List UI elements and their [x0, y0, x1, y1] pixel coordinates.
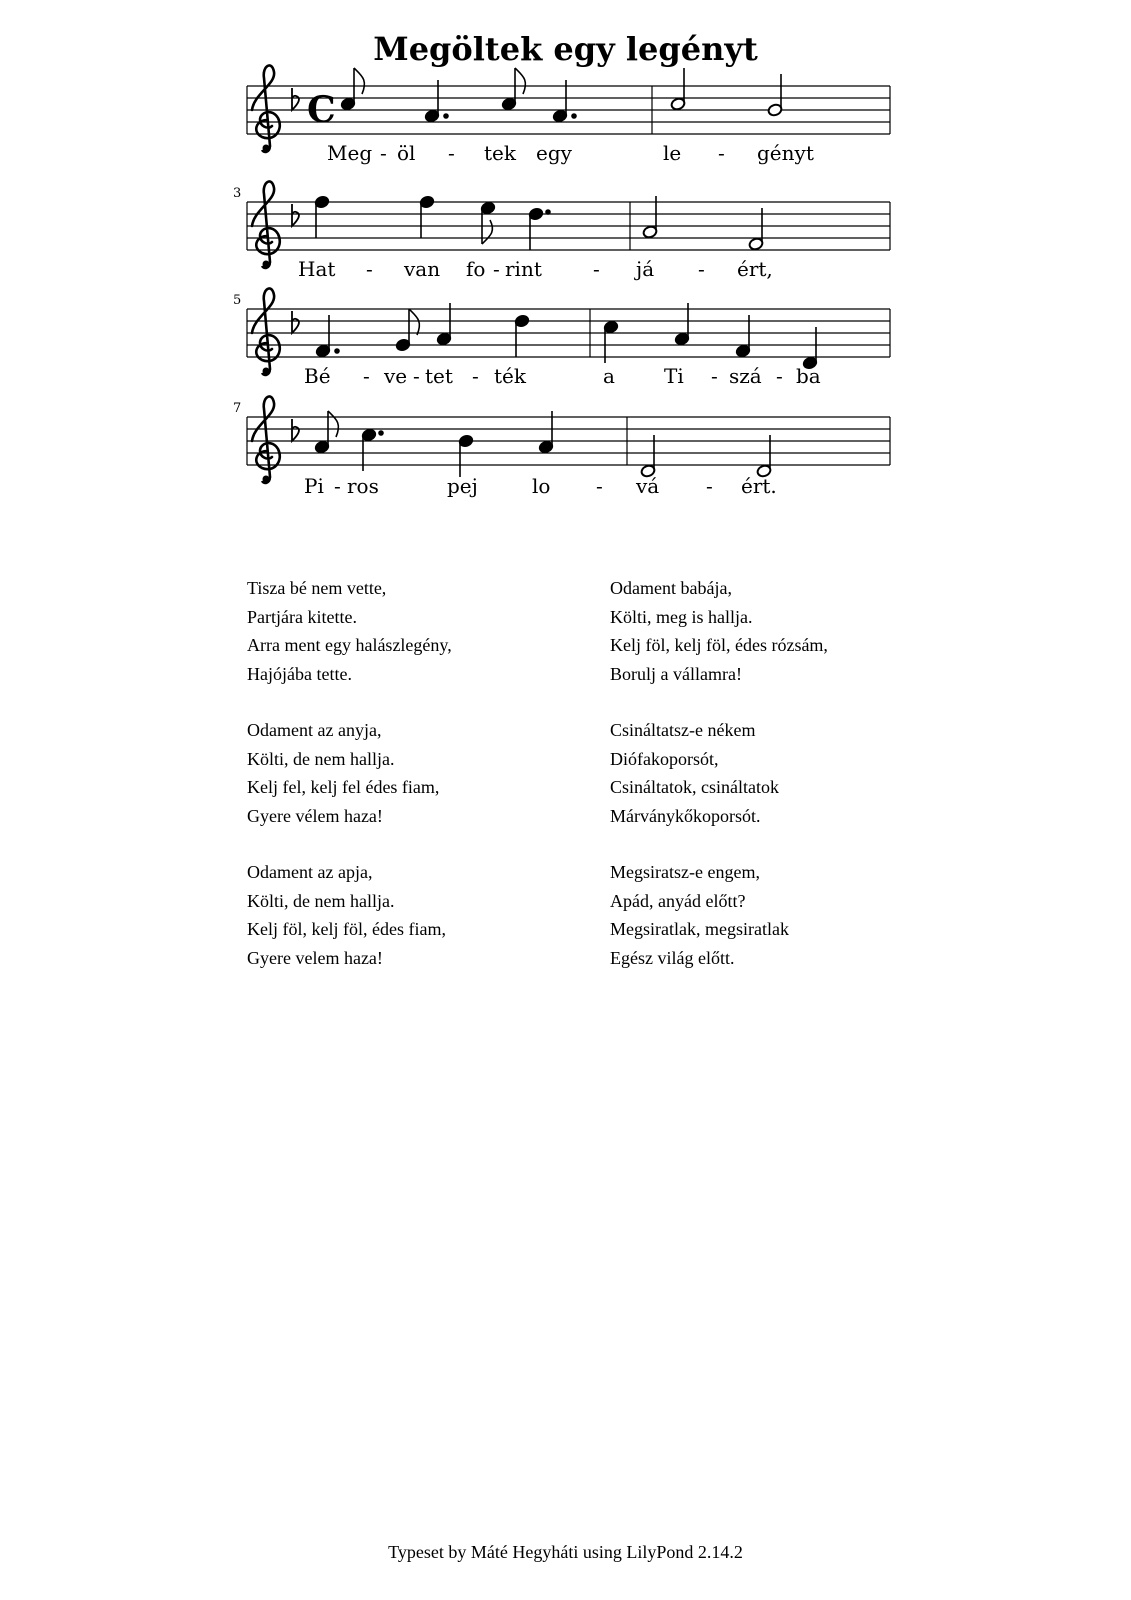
verse-line: Hajójába tette. [247, 663, 352, 684]
lyric-hyphen: - [776, 364, 783, 388]
treble-clef-icon [252, 288, 280, 375]
lyric-syllable: ért, [737, 257, 773, 281]
verse-line: Diófakoporsót, [610, 748, 719, 769]
lyric-syllable: Ti [664, 364, 684, 388]
lyric-syllable: tet [425, 364, 453, 388]
lyric-hyphen: - [493, 257, 500, 281]
song-title: Megöltek egy legényt [373, 30, 758, 68]
measure-number: 3 [233, 186, 242, 201]
stanza [610, 574, 940, 688]
lyric-hyphen: - [593, 257, 600, 281]
verse-line: Egész világ előtt. [610, 947, 735, 968]
lyric-syllable: gényt [757, 141, 814, 165]
lyric-syllable: van [404, 257, 441, 281]
lyric-syllable: ros [347, 474, 379, 498]
stanza [610, 858, 940, 972]
flat-icon [292, 419, 299, 441]
verse-line: Tisza bé nem vette, [247, 578, 387, 598]
lyric-hyphen: - [718, 141, 725, 165]
verse-line: Apád, anyád előtt? [610, 890, 746, 911]
lyric-syllable: öl [397, 141, 416, 165]
lyric-syllable: Bé [304, 364, 331, 388]
treble-clef-icon [252, 181, 280, 268]
lyric-syllable: já [636, 257, 655, 281]
lyric-syllable: a [603, 364, 615, 388]
verse-line: Csináltatok, csináltatok [610, 777, 779, 797]
verse-line: Költi, de nem hallja. [247, 748, 395, 769]
lyric-syllable: ért. [741, 474, 777, 498]
flat-icon [292, 204, 299, 226]
lyric-hyphen: - [711, 364, 718, 388]
verse-line: Gyere velem haza! [247, 947, 383, 968]
stanza [610, 716, 940, 830]
verse-line: Költi, de nem hallja. [247, 890, 395, 911]
verse-line: Odament az anyja, [247, 720, 382, 740]
verse-line: Kelj föl, kelj föl, édes fiam, [247, 919, 446, 939]
verse-line: Kelj föl, kelj föl, édes rózsám, [610, 635, 828, 655]
lyric-syllable: vá [636, 474, 660, 498]
lyric-syllable: tek [484, 141, 516, 165]
flat-icon [292, 88, 299, 110]
lyric-hyphen: - [366, 257, 373, 281]
flat-icon [292, 311, 299, 333]
lyric-syllable: szá [729, 364, 762, 388]
measure-number: 5 [233, 293, 242, 308]
verse-line: Odament az apja, [247, 862, 373, 882]
measure-number: 7 [233, 401, 242, 416]
lyric-syllable: pej [447, 474, 478, 498]
common-time-icon: C [307, 89, 336, 131]
lyric-hyphen: - [380, 141, 387, 165]
verse-line: Kelj fel, kelj fel édes fiam, [247, 777, 440, 797]
lyric-hyphen: - [413, 364, 420, 388]
staff-system-3 [233, 288, 890, 388]
lyric-syllable: Meg [327, 141, 373, 165]
verse-line: Arra ment egy halászlegény, [247, 635, 452, 655]
lyric-syllable: ba [796, 364, 821, 388]
stanza [247, 858, 577, 972]
stanza [247, 716, 577, 830]
lyric-syllable: Hat [298, 257, 336, 281]
sheet-music [0, 0, 1131, 540]
staff-system-1 [247, 65, 890, 165]
lyric-syllable: ték [494, 364, 526, 388]
verse-line: Megsiratsz-e engem, [610, 862, 760, 882]
lyric-hyphen: - [472, 364, 479, 388]
typeset-credit: Typeset by Máté Hegyháti using LilyPond 2.14.2 [388, 1542, 743, 1562]
verse-line: Odament babája, [610, 578, 732, 598]
staff-system-2 [233, 181, 890, 281]
treble-clef-icon [252, 396, 280, 483]
verse-line: Csináltatsz-e nékem [610, 720, 756, 740]
lyric-syllable: fo [466, 257, 486, 281]
lyric-hyphen: - [698, 257, 705, 281]
verses-left-column [247, 574, 577, 1000]
verse-line: Partjára kitette. [247, 606, 357, 627]
verse-line: Költi, meg is hallja. [610, 606, 753, 627]
lyric-hyphen: - [363, 364, 370, 388]
lyric-syllable: egy [536, 141, 572, 165]
lyric-syllable: rint [505, 257, 542, 281]
treble-clef-icon [252, 65, 280, 152]
stanza [247, 574, 577, 688]
lyric-syllable: ve [384, 364, 408, 388]
lyric-hyphen: - [596, 474, 603, 498]
lyric-hyphen: - [706, 474, 713, 498]
verse-line: Gyere vélem haza! [247, 805, 383, 826]
lyric-hyphen: - [448, 141, 455, 165]
verses-right-column [610, 574, 940, 1000]
lyric-syllable: lo [532, 474, 551, 498]
lyric-syllable: le [663, 141, 682, 165]
verse-line: Márványkőkoporsót. [610, 805, 761, 826]
verse-line: Megsiratlak, megsiratlak [610, 919, 789, 939]
verse-line: Borulj a vállamra! [610, 663, 742, 684]
staff-system-4 [233, 396, 890, 498]
lyric-syllable: Pi [304, 474, 324, 498]
lyric-hyphen: - [334, 474, 341, 498]
